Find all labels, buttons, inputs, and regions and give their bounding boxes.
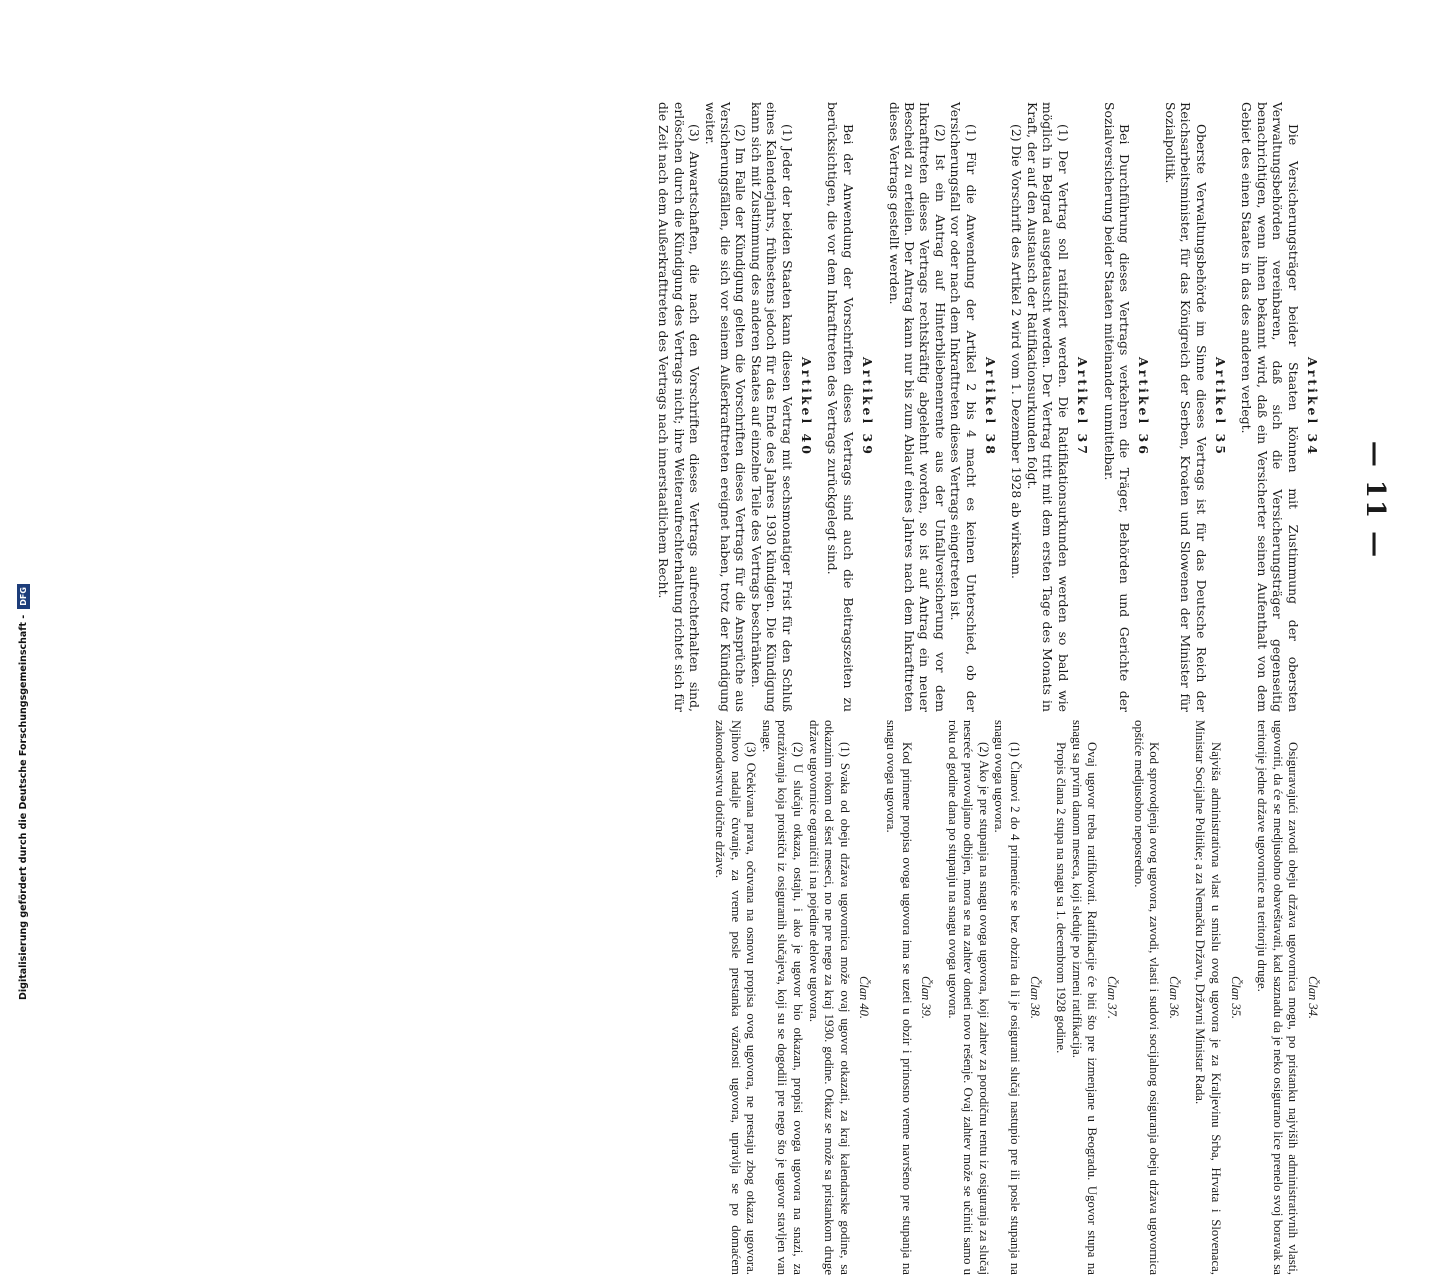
german-article-heading: Artikel 34 <box>1305 357 1320 457</box>
serbian-article-heading: Član 39. <box>919 975 934 1020</box>
german-article <box>656 102 814 712</box>
german-paragraph: Oberste Verwaltungsbehörde im Sinne dieses Vertrags ist für das Deutsche Reich der Reichsarbeitsminister, für das Königreich der Serben, Kroaten und Slowenen der Minister für Sozialpolitik. <box>1162 102 1209 712</box>
serbian-paragraph: Kod sprovodjenja ovog ugovora, zavodi, vlasti i sudovi socijalnog osiguranja obeju država ugovornica opštiće medjusobno neposredno. <box>1131 720 1162 1275</box>
serbian-paragraph: Osiguravajući zavodi obeju država ugovornica mogu, po pristanku najviših administrativnih vlasti, ugovoriti, da će se medjusobno obaveštavati, kad saznadu da je neko osigurano lice prenelo svoj boravak sa teritorije jedne države ugovornice na teritoriju druge. <box>1255 720 1301 1275</box>
serbian-article-heading: Član 35. <box>1228 975 1243 1020</box>
page-number: — 11 — <box>1360 440 1390 560</box>
german-article-heading: Artikel 40 <box>799 357 815 457</box>
german-paragraph: (3) Anwartschaften, die nach den Vorschriften dieses Vertrags aufrechterhalten sind, erlöschen durch die Kündigung des Vertrags nicht; ihre Weiteraufrechterhaltung richtet sich für die Zeit nach dem Außerkrafttreten des Vertrags nach innerstaatlichem Recht. <box>656 102 703 712</box>
german-article-heading: Artikel 39 <box>860 357 876 457</box>
serbian-paragraph: (2) U slučaju otkaza, ostaju, i ako je ugovor bio otkazan, propisi ovoga ugovora na snazi, za potraživanja koja proističu iz osiguranih slučajeva, koji su se dogodili pre nego što je ugovor stavljen van snage. <box>759 720 805 1275</box>
serbian-paragraph: (2) Ako je pre stupanja na snagu ovoga ugovora, koji zahtev za porodičnu rentu iz osiguranja za slučaj nesreće pravovaljano odbijen, mora se na zahtev doneti novo rešenje. Ovaj zahtev može se učiniti samo u roku od godine dana po stupanju na snagu ovoga ugovora. <box>945 720 991 1275</box>
serbian-article <box>1254 720 1320 1275</box>
german-paragraph: (2) Die Vorschrift des Artikel 2 wird vom 1. Dezember 1928 ab wirksam. <box>1009 124 1025 579</box>
german-paragraph: (2) Ist ein Antrag auf Hinterbliebenenrente aus der Unfallversicherung vor dem Inkrafttreten dieses Vertrags rechtskräftig abgelehnt worden, so ist auf Antrag ein neuer Bescheid zu erteilen. Der Antrag kann nur bis zum Ablauf eines Jahres nach dem Inkrafttreten dieses Vertrags gestellt werden. <box>886 102 948 712</box>
german-paragraph: (2) Im Falle der Kündigung gelten die Vorschriften dieses Vertrags für die Ansprüche aus Versicherungsfällen, die sich vor seinem Außerkrafttreten ereignet haben, trotz der Kündigung weiter. <box>702 102 749 712</box>
serbian-article <box>944 720 1042 1275</box>
german-paragraph: (1) Der Vertrag soll ratifiziert werden. Die Ratifikationsurkunden werden so bald wie möglich in Belgrad ausgetauscht werden. Der Vertrag tritt mit dem ersten Tage des Monats in Kraft, der auf den Austausch der Ratifikationsurkunden folgt. <box>1024 102 1071 712</box>
serbian-article-heading: Član 38. <box>1027 975 1042 1020</box>
german-article <box>1009 102 1090 712</box>
german-article-heading: Artikel 38 <box>983 357 999 457</box>
serbian-article <box>711 720 871 1275</box>
german-paragraph: (1) Jeder der beiden Staaten kann diesen Vertrag mit sechsmonatiger Frist für den Schluß eines Kalenderjahrs, frühestens jedoch für das Ende des Jahres 1930 kündigen. Die Kündigung kann sich mit Zustimmung des anderen Staates auf einzelne Teile des Vertrags beschränken. <box>748 102 795 712</box>
german-article-heading: Artikel 35 <box>1212 357 1228 457</box>
serbian-article <box>882 720 933 1275</box>
serbian-article-heading: Član 36. <box>1166 975 1181 1020</box>
german-article <box>825 102 875 712</box>
dfg-logo: DFG <box>17 584 30 609</box>
german-paragraph: (1) Für die Anwendung der Artikel 2 bis 4 macht es keinen Unterschied, ob der Versicherungsfall vor oder nach dem Inkrafttreten dieses Vertrags eingetreten ist. <box>948 102 979 712</box>
german-column <box>645 102 1326 712</box>
serbian-paragraph: Kod primene propisa ovoga ugovora ima se uzeti u obzir i prinosno vreme navršeno pre stupanja na snagu ovoga ugovora. <box>883 720 914 1275</box>
serbian-article <box>1053 720 1119 1275</box>
digitization-credit <box>16 0 30 1000</box>
serbian-paragraph: Ovaj ugovor treba ratifikovati. Ratifikacije će biti što pre izmenjane u Beogradu. Ugovor stupa na snagu sa prvim danom meseca, koji sleduje po izmeni ratifikacija. <box>1069 720 1100 1275</box>
german-article-heading: Artikel 37 <box>1075 357 1091 457</box>
german-article <box>1239 102 1320 712</box>
serbian-article-heading: Član 34. <box>1306 975 1320 1020</box>
serbian-article-heading: Član 37. <box>1105 975 1120 1020</box>
serbian-paragraph: Propis člana 2 stupa na snagu sa 1. decembrom 1928 godine. <box>1054 742 1069 1054</box>
serbian-article <box>1130 720 1181 1275</box>
serbian-article <box>1192 720 1243 1275</box>
serbian-paragraph: (1) Svaka od obeju država ugovornica može ovaj ugovor otkazati, za kraj kalendarske godine, sa otkaznim rokom od šest meseci, no ne pre nego za kraj 1930. godine. Otkaz se može sa pristankom druge države ugovornice ograničiti i na pojedine delove ugovora. <box>806 720 852 1275</box>
credit-text: Digitalisierung gefördert durch die Deutsche Forschungsgemeinschaft - <box>17 614 29 1000</box>
german-paragraph: Die Versicherungsträger beider Staaten können mit Zustimmung der obersten Verwaltungsbehörden vereinbaren, daß sich die Versicherungsträger gegenseitig benachrichtigen, wenn ihnen bekannt wird, daß ein Versicherter seinen Aufenthalt von dem Gebiet des einen Staates in das des anderen verlegt. <box>1239 102 1301 712</box>
german-paragraph: Bei der Anwendung der Vorschriften dieses Vertrags sind auch die Beitragszeiten zu berücksichtigen, die vor dem Inkrafttreten des Vertrags zurückgelegt sind. <box>825 102 856 712</box>
german-article <box>1101 102 1151 712</box>
german-paragraph: Bei Durchführung dieses Vertrags verkehren die Träger, Behörden und Gerichte der Sozialversicherung beider Staaten miteinander unmittelbar. <box>1101 102 1132 712</box>
serbian-article-heading: Član 40. <box>857 975 872 1020</box>
serbian-paragraph: (3) Očekivana prava, očuvana na osnovu propisa ovog ugovora, ne prestaju zbog otkaza ugovora. Njihovo nadalje čuvanje, za vreme posle prestanka važnosti ugovora, upravlja se po domaćem zakonodavstvu dotične države. <box>713 720 759 1275</box>
serbian-column <box>700 720 1326 1275</box>
german-article-heading: Artikel 36 <box>1136 357 1152 457</box>
german-article <box>1162 102 1228 712</box>
german-article <box>886 102 998 712</box>
serbian-paragraph: (1) Članovi 2 do 4 primeniće se bez obzira da li je osigurani slučaj nastupio pre ili posle stupanja na snagu ovoga ugovora. <box>992 720 1023 1275</box>
serbian-paragraph: Najviša administrativna vlast u smislu ovog ugovora je za Kraljevinu Srba, Hrvata i Slovenaca, Ministar Socijalne Politike; a za Nemačku Državu, Državni Ministar Rada. <box>1193 720 1224 1275</box>
